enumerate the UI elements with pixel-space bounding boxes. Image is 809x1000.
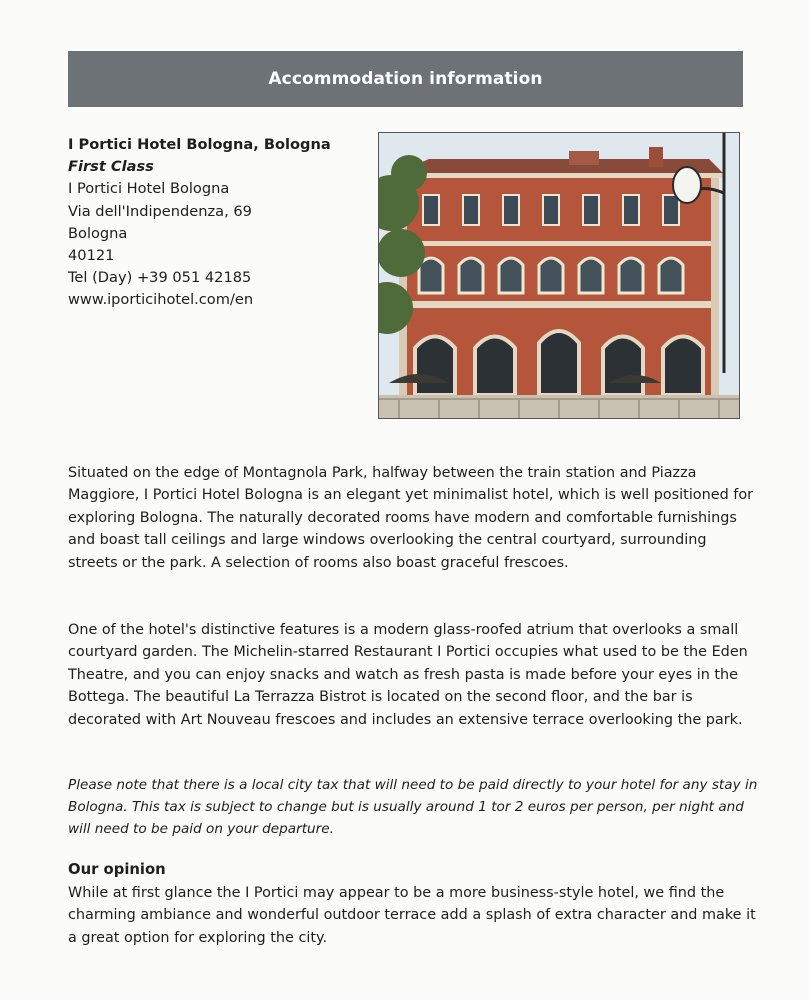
page-title: Accommodation information xyxy=(268,69,543,89)
hotel-facade-illustration xyxy=(379,133,739,418)
address-line-street: Via dell'Indipendenza, 69 xyxy=(68,202,252,220)
description-paragraph-1: Situated on the edge of Montagnola Park, halfway between the train station and Piazza Maggiore, I Portici Hotel Bologna is an elegant yet minimalist hotel, which is well positioned for exploring Bologna. The naturally decorated rooms have modern and comfortable furnishings and boast tall ceilings and large windows overlooking the central courtyard, surrounding streets or the park. A selection of rooms also boast graceful frescoes. xyxy=(68,465,754,571)
description-paragraph-2: One of the hotel's distinctive features is a modern glass-roofed atrium that overlooks a small courtyard garden. The Michelin-starred Restaurant I Portici occupies what used to be the Eden Theatre, and you can enjoy snacks and watch as fresh pasta is made before your eyes in the Bottega. The beautiful La Terrazza Bistrot is located on the second floor, and the bar is decorated with Art Nouveau frescoes and includes an extensive terrace overlooking the park. xyxy=(68,622,748,728)
address-line-hotel: I Portici Hotel Bologna xyxy=(68,180,230,198)
city-tax-note: Please note that there is a local city tax that will need to be paid directly to your hotel for any stay in Bologna. This tax is subject to change but is usually around 1 tor 2 euros per person, per night and will need to be paid on your departure. xyxy=(68,777,758,837)
opinion-heading: Our opinion xyxy=(68,861,166,878)
website-link[interactable]: www.iporticihotel.com/en xyxy=(68,291,254,309)
opinion-text: While at first glance the I Portici may appear to be a more business-style hotel, we find the charming ambiance and wonderful outdoor terrace add a splash of extra character and make it a great option for exploring the city. xyxy=(68,885,756,946)
hotel-class: First Class xyxy=(68,158,154,176)
address-line-city: Bologna xyxy=(68,224,128,242)
hotel-photo xyxy=(378,132,740,419)
phone-number: Tel (Day) +39 051 42185 xyxy=(68,269,252,287)
header-bar xyxy=(68,51,743,107)
hotel-info xyxy=(68,134,368,312)
address-line-postcode: 40121 xyxy=(68,247,115,265)
hotel-name: I Portici Hotel Bologna, Bologna xyxy=(68,136,331,153)
